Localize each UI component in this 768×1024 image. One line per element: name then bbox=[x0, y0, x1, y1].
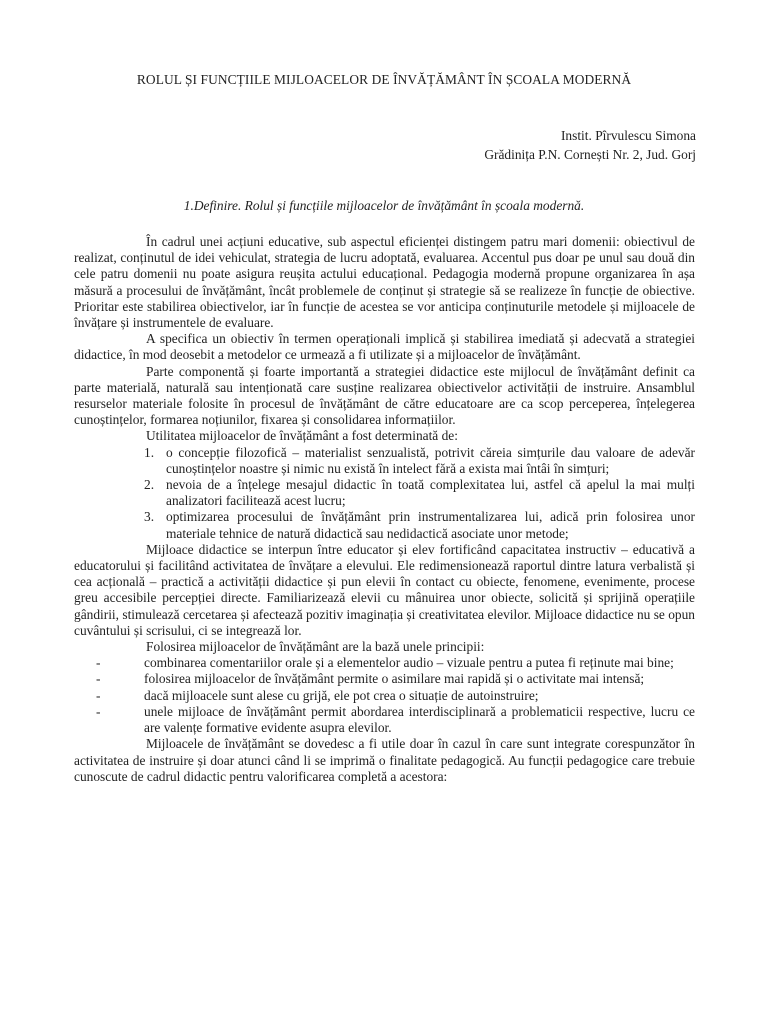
list-item-text: folosirea mijloacelor de învățământ permite o asimilare mai rapidă și o activitate mai intensă; bbox=[144, 671, 645, 687]
list-item-text: optimizarea procesului de învățământ prin instrumentalizarea lui, adică prin folosirea unor materiale tehnice de natură didactică sau nedidactică asociate unor metode; bbox=[166, 509, 695, 541]
paragraph: A specifica un obiectiv în termen operaționali implică și stabilirea imediată și adecvată a strategiei didactice, în mod deosebit a metodelor ce urmează a fi utilizate și a mijloacelor de învățământ. bbox=[74, 331, 695, 363]
list-item bbox=[74, 671, 695, 687]
author-name: Instit. Pîrvulescu Simona bbox=[560, 128, 696, 143]
list-item bbox=[74, 477, 695, 509]
author-institution: Grădinița P.N. Cornești Nr. 2, Jud. Gorj bbox=[484, 147, 696, 162]
list-marker: - bbox=[96, 655, 101, 671]
list-marker: 1. bbox=[144, 444, 155, 460]
paragraph: Mijloacele de învățământ se dovedesc a fi utile doar în cazul în care sunt integrate corespunzător în activitatea de instruire și doar atunci când li se imprimă o finalitate pedagogică. Au funcții pedagogice care trebuie cunoscute de cadrul didactic pentru valorificarea completă a acestora: bbox=[74, 736, 695, 784]
paragraph: Mijloace didactice se interpun între educator și elev fortificând capacitatea instructiv – educativă a educatorului și facilitând activitatea de învățare a elevului. Ele redimensionează raportul dintre latura verbalistă și cea acțională – practică a activității didactice și pun elevii în contact cu obiecte, fenomene, evenimente, procese greu accesibile percepției directe. Familiarizează elevii cu mânuirea unor obiecte, solicită și sprijină operațiile gândirii, stimulează cercetarea și afectează pozitiv imaginația și creativitatea elevilor. Mijloace didactice nu se opun cuvântului și scrisului, ci se integrează lor. bbox=[74, 541, 695, 638]
paragraph: Utilitatea mijloacelor de învățământ a fost determinată de: bbox=[146, 428, 458, 444]
list-item bbox=[74, 509, 695, 541]
list-marker: 2. bbox=[144, 477, 155, 493]
list-item bbox=[74, 655, 695, 671]
numbered-list bbox=[74, 445, 695, 542]
dash-list bbox=[74, 655, 695, 736]
paragraph: Folosirea mijloacelor de învățământ are la bază unele principii: bbox=[146, 639, 485, 655]
list-item-text: combinarea comentariilor orale și a elementelor audio – vizuale pentru a putea fi reținute mai bine; bbox=[144, 655, 674, 671]
list-marker: - bbox=[96, 703, 101, 719]
author-block bbox=[484, 126, 696, 164]
list-marker: - bbox=[96, 671, 101, 687]
paragraph: Parte componentă și foarte importantă a strategiei didactice este mijlocul de învățământ definit ca parte materială, naturală sau intenționată care susține realizarea obiectivelor activității de instruire. Ansamblul resurselor materiale folosite în procesul de învățământ de către educatoare are ca scop perceperea, înțelegerea cunoștințelor, formarea noțiunilor, fixarea și consolidarea informațiilor. bbox=[74, 363, 695, 428]
list-item-text: o concepție filozofică – materialist senzualistă, potrivit căreia simțurile dau valoare de adevăr cunoștințelor noastre și nimic nu există în intelect fără a exista mai întâi în simțuri; bbox=[166, 444, 695, 476]
paragraph: În cadrul unei acțiuni educative, sub aspectul eficienței distingem patru mari domenii: obiectivul de realizat, conținutul de idei vehiculat, strategia de lucru adoptată, evaluarea. Accentul pus doar pe unul sau două din cele patru domenii nu poate asigura reușita actului educațional. Pedagogia modernă propune organizarea în așa măsură a procesului de învățământ, încât problemele de conținut și strategie să se realizeze în funcție de obiective. Prioritar este stabilirea obiectivelor, iar în funcție de acestea se vor anticipa conținuturile metodele și mijloacele de învățare și instrumentele de evaluare. bbox=[74, 234, 695, 331]
list-marker: 3. bbox=[144, 509, 155, 525]
list-item-text: unele mijloace de învățământ permit abordarea interdisciplinară a problematicii respective, lucru ce are valențe formative evidente asupra elevilor. bbox=[144, 703, 695, 736]
document-title: ROLUL ȘI FUNCȚIILE MIJLOACELOR DE ÎNVĂȚĂMÂNT ÎN ȘCOALA MODERNĂ bbox=[136, 72, 632, 87]
list-item bbox=[74, 704, 695, 736]
body-text bbox=[74, 234, 695, 785]
list-item bbox=[74, 445, 695, 477]
section-heading: 1.Definire. Rolul și funcțiile mijloacelor de învățământ în școala modernă. bbox=[183, 198, 585, 213]
list-item bbox=[74, 688, 695, 704]
list-item-text: nevoia de a înțelege mesajul didactic în toată complexitatea lui, astfel că apelul la mai mulți analizatori facilitează acest lucru; bbox=[166, 477, 695, 509]
list-item-text: dacă mijloacele sunt alese cu grijă, ele pot crea o situație de autoinstruire; bbox=[144, 687, 539, 703]
list-marker: - bbox=[96, 687, 101, 703]
